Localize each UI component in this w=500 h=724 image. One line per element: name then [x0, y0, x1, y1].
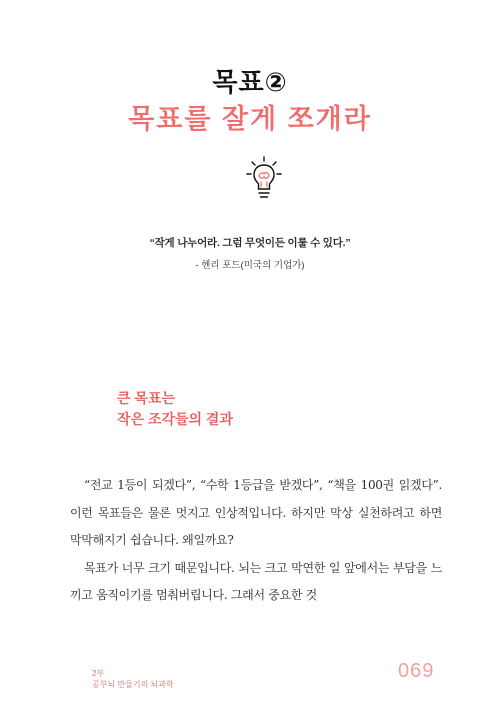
footer-part-label: 2부 [92, 669, 105, 678]
goal-label: 목표② [212, 67, 288, 97]
section-title-line-2: 작은 조각들의 결과 [117, 411, 233, 427]
body-paragraph: “전교 1등이 되겠다”, “수학 1등급을 받겠다”, “책을 100권 읽겠다”. 이런 목표들은 물론 멋지고 인상적입니다. 하지만 막상 실천하려고 하면 막막해지기 쉽습니다. 왜일까요? [70, 478, 442, 547]
body-paragraph: 목표가 너무 크기 때문입니다. 뇌는 크고 막연한 일 앞에서는 부담을 느끼고 움직이기를 멈춰버립니다. 그래서 중요한 것 [70, 560, 442, 602]
body-text [70, 472, 442, 610]
page-number: 069 [398, 660, 435, 682]
footer-chapter [92, 668, 174, 690]
quote-text: “작게 나누어라. 그럼 무엇이든 이룰 수 있다.” [149, 237, 351, 249]
lightbulb-icon [246, 156, 282, 204]
section-title [117, 388, 233, 430]
footer-book-title: 공부뇌 만들기의 뇌과학 [92, 680, 174, 689]
goal-title: 목표를 잘게 쪼개라 [128, 104, 372, 134]
quote-source: - 헨리 포드(미국의 기업가) [195, 260, 305, 271]
section-title-line-1: 큰 목표는 [117, 390, 175, 406]
